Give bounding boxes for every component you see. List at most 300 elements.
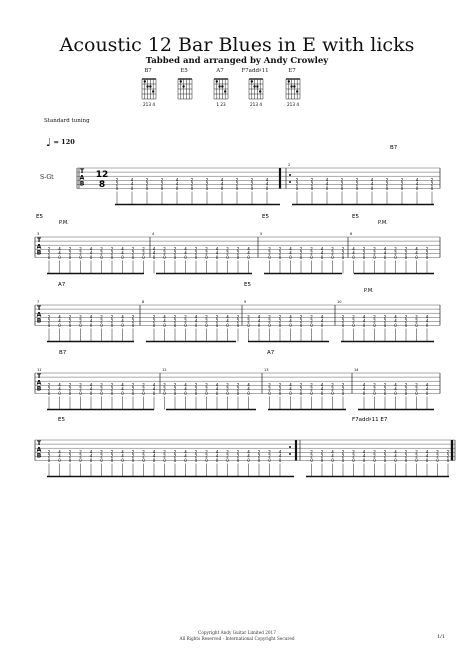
fret-number: 4 <box>425 318 429 324</box>
fret-number: 4 <box>383 246 387 252</box>
fret-number: 2 <box>236 246 240 252</box>
fret-number: 0 <box>47 322 51 328</box>
fret-number: 4 <box>58 382 61 388</box>
fret-number: 2 <box>341 386 345 392</box>
fret-number: 2 <box>194 250 198 256</box>
fret-number: 0 <box>100 390 103 396</box>
fret-number: 0 <box>236 322 240 328</box>
fret-number: 2 <box>430 181 434 187</box>
fret-number: 4 <box>320 246 324 252</box>
fret-number: 0 <box>142 254 145 260</box>
fret-number: 0 <box>173 457 177 463</box>
fret-number: 4 <box>415 250 418 256</box>
fret-number: 0 <box>190 185 194 191</box>
fret-number: 4 <box>257 314 261 320</box>
fret-number: 2 <box>226 246 229 252</box>
fret-number: 2 <box>404 318 408 324</box>
fret-number: 4 <box>265 177 269 183</box>
fret-number: 4 <box>215 250 219 256</box>
fret-number: 2 <box>226 386 229 392</box>
fret-number: 0 <box>145 185 149 191</box>
fret-number: 0 <box>265 185 269 191</box>
fret-number: 4 <box>226 314 229 320</box>
fret-number: 2 <box>331 382 334 388</box>
fret-number: 4 <box>184 250 187 256</box>
fret-number: 4 <box>58 386 61 392</box>
fret-number: 4 <box>220 177 224 183</box>
fret-number: 0 <box>394 322 397 328</box>
fret-number: 0 <box>173 254 177 260</box>
fret-number: 2 <box>430 177 434 183</box>
fret-number: 4 <box>320 386 324 392</box>
fret-number: 4 <box>215 382 219 388</box>
fret-number: 4 <box>394 314 397 320</box>
fret-number: 0 <box>205 457 208 463</box>
fret-number: 2 <box>226 449 229 455</box>
time-signature-bottom: 8 <box>98 180 106 190</box>
fret-number: 0 <box>404 254 408 260</box>
fret-number: 2 <box>295 177 299 183</box>
fret-number: 4 <box>289 246 292 252</box>
fret-number: 0 <box>289 254 292 260</box>
fret-number: 4 <box>247 382 250 388</box>
fret-number: 4 <box>362 318 366 324</box>
fret-number: 4 <box>89 382 93 388</box>
fret-number: 4 <box>121 314 124 320</box>
fret-number: 0 <box>415 185 419 191</box>
fret-number: 0 <box>58 390 61 396</box>
fret-number: 0 <box>370 185 374 191</box>
fret-number: 0 <box>425 254 429 260</box>
fret-number: 4 <box>215 453 219 459</box>
fret-number: 4 <box>89 386 93 392</box>
time-signature-top: 12 <box>95 170 109 180</box>
fret-number: 4 <box>362 314 366 320</box>
fret-number: 0 <box>215 390 219 396</box>
fret-number: 0 <box>215 322 219 328</box>
fret-number: 2 <box>131 314 135 320</box>
fret-number: 2 <box>278 314 282 320</box>
fret-number: 0 <box>226 322 229 328</box>
chord-symbol: E5 <box>262 214 269 220</box>
fret-number: 2 <box>236 386 240 392</box>
fret-number: 0 <box>173 322 177 328</box>
fret-number: 4 <box>121 318 124 324</box>
fret-number: 4 <box>415 177 419 183</box>
fret-number: 2 <box>173 246 177 252</box>
fret-number: 4 <box>163 318 166 324</box>
svg-text:213 4: 213 4 <box>250 102 262 107</box>
fret-number: 2 <box>163 386 166 392</box>
fret-number: 2 <box>47 386 51 392</box>
fret-number: 0 <box>235 185 239 191</box>
chord-symbol: E5 <box>244 282 251 288</box>
fret-number: 2 <box>436 449 439 455</box>
fret-number: 4 <box>289 314 292 320</box>
tab-clef-letter: A <box>36 243 42 251</box>
measure-number: 10 <box>337 300 342 304</box>
fret-number: 2 <box>310 318 313 324</box>
fret-number: 2 <box>268 449 271 455</box>
chord-symbol: A7 <box>58 282 66 288</box>
fret-number: 2 <box>404 449 408 455</box>
fret-number: 2 <box>415 318 418 324</box>
fret-number: 0 <box>79 390 82 396</box>
fret-number: 0 <box>215 457 219 463</box>
measure-number: 14 <box>354 368 359 372</box>
fret-number: 4 <box>121 246 124 252</box>
fret-number: 2 <box>110 382 114 388</box>
fret-number: 0 <box>385 185 389 191</box>
fret-number: 0 <box>299 254 303 260</box>
fret-number: 2 <box>373 453 376 459</box>
fret-number: 2 <box>310 177 314 183</box>
fret-number: 2 <box>236 318 240 324</box>
fret-number: 2 <box>142 382 145 388</box>
fret-number: 4 <box>394 453 397 459</box>
fret-number: 0 <box>278 390 282 396</box>
fret-number: 2 <box>110 250 114 256</box>
fret-number: 0 <box>400 185 404 191</box>
fret-number: 0 <box>404 322 408 328</box>
fret-number: 2 <box>299 318 303 324</box>
fret-number: 2 <box>110 318 114 324</box>
fret-number: 2 <box>362 246 366 252</box>
fret-number: 2 <box>247 318 250 324</box>
fret-number: 2 <box>383 318 387 324</box>
fret-number: 0 <box>278 457 282 463</box>
fret-number: 0 <box>194 390 198 396</box>
fret-number: 2 <box>415 449 418 455</box>
fret-number: 2 <box>394 246 397 252</box>
fret-number: 0 <box>247 457 250 463</box>
fret-number: 4 <box>184 453 187 459</box>
fret-number: 2 <box>373 314 376 320</box>
fret-number: 2 <box>320 449 324 455</box>
fret-number: 2 <box>47 246 51 252</box>
fret-number: 2 <box>383 382 387 388</box>
fret-number: 0 <box>436 457 439 463</box>
fret-number: 2 <box>268 382 271 388</box>
fret-number: 4 <box>394 382 397 388</box>
repeat-dot <box>289 181 291 183</box>
fret-number: 0 <box>184 322 187 328</box>
fret-number: 2 <box>341 246 345 252</box>
fret-number: 0 <box>89 254 93 260</box>
fret-number: 0 <box>383 390 387 396</box>
fret-number: 0 <box>68 390 72 396</box>
fret-number: 0 <box>415 322 418 328</box>
fret-number: 0 <box>373 254 376 260</box>
fret-number: 2 <box>194 453 198 459</box>
fret-number: 4 <box>152 250 156 256</box>
fret-number: 2 <box>194 449 198 455</box>
fret-number: 0 <box>404 390 408 396</box>
fret-number: 2 <box>310 181 314 187</box>
fret-number: 2 <box>425 246 429 252</box>
fret-number: 2 <box>436 453 439 459</box>
fret-number: 2 <box>310 314 313 320</box>
fret-number: 2 <box>131 386 135 392</box>
fret-number: 2 <box>400 181 404 187</box>
fret-number: 0 <box>250 185 254 191</box>
fret-number: 0 <box>331 457 334 463</box>
chord-symbol: A7 <box>267 350 275 356</box>
tab-clef-letter: B <box>36 317 42 325</box>
fret-number: 0 <box>115 185 119 191</box>
fret-number: 4 <box>278 453 282 459</box>
fret-number: 4 <box>425 382 429 388</box>
fret-number: 4 <box>121 250 124 256</box>
fret-number: 2 <box>310 449 313 455</box>
fret-number: 0 <box>100 322 103 328</box>
fret-number: 2 <box>235 177 239 183</box>
fret-number: 2 <box>160 177 164 183</box>
fret-number: 4 <box>89 314 93 320</box>
fret-number: 4 <box>58 453 61 459</box>
fret-number: 4 <box>289 386 292 392</box>
repeat-dot <box>289 174 291 176</box>
fret-number: 2 <box>115 177 119 183</box>
fret-number: 2 <box>299 246 303 252</box>
fret-number: 0 <box>226 254 229 260</box>
fret-number: 2 <box>68 453 72 459</box>
fret-number: 2 <box>226 250 229 256</box>
fret-number: 0 <box>152 457 156 463</box>
fret-number: 0 <box>268 322 271 328</box>
fret-number: 4 <box>121 386 124 392</box>
fret-number: 2 <box>163 382 166 388</box>
fret-number: 2 <box>79 386 82 392</box>
tab-clef-letter: B <box>36 452 42 460</box>
fret-number: 2 <box>268 386 271 392</box>
fret-number: 2 <box>331 386 334 392</box>
fret-number: 4 <box>89 449 93 455</box>
fret-number: 4 <box>58 250 61 256</box>
fret-number: 2 <box>142 386 145 392</box>
fret-number: 4 <box>121 453 124 459</box>
fret-number: 2 <box>131 449 135 455</box>
fret-number: 4 <box>425 314 429 320</box>
fret-number: 0 <box>320 322 324 328</box>
fret-number: 4 <box>425 449 429 455</box>
fret-number: 2 <box>205 449 208 455</box>
fret-number: 0 <box>89 390 93 396</box>
fret-number: 2 <box>79 314 82 320</box>
fret-number: 4 <box>362 382 366 388</box>
fret-number: 2 <box>173 382 177 388</box>
fret-number: 2 <box>145 177 149 183</box>
fret-number: 0 <box>163 254 166 260</box>
palm-mute-mark: P.M. <box>378 220 388 226</box>
fret-number: 2 <box>163 453 166 459</box>
fret-number: 0 <box>341 390 345 396</box>
fret-number: 2 <box>404 453 408 459</box>
fret-number: 2 <box>310 453 313 459</box>
fret-number: 4 <box>352 246 355 252</box>
fret-number: 0 <box>415 457 418 463</box>
fret-number: 2 <box>173 250 177 256</box>
fret-number: 4 <box>58 449 61 455</box>
fret-number: 4 <box>370 177 374 183</box>
fret-number: 0 <box>278 254 282 260</box>
song-title: Acoustic 12 Bar Blues in E with licks <box>59 34 415 56</box>
fret-number: 4 <box>247 449 250 455</box>
fret-number: 4 <box>425 453 429 459</box>
fret-number: 2 <box>415 386 418 392</box>
fret-number: 2 <box>173 314 177 320</box>
fret-number: 2 <box>236 382 240 388</box>
fret-number: 2 <box>310 246 313 252</box>
fret-number: 2 <box>247 314 250 320</box>
fret-number: 0 <box>163 390 166 396</box>
fret-number: 0 <box>184 254 187 260</box>
tab-clef-letter: T <box>36 440 42 447</box>
fret-number: 0 <box>205 185 209 191</box>
fret-number: 0 <box>362 254 366 260</box>
fret-number: 4 <box>184 246 187 252</box>
fret-number: 0 <box>341 457 345 463</box>
fret-number: 2 <box>278 318 282 324</box>
fret-number: 0 <box>341 254 345 260</box>
fret-number: 2 <box>152 314 156 320</box>
tuning-label: Standard tuning <box>44 118 90 124</box>
fret-number: 0 <box>215 254 219 260</box>
fret-number: 4 <box>362 386 366 392</box>
fret-number: 2 <box>226 382 229 388</box>
page-number: 1/1 <box>437 634 446 640</box>
fret-number: 0 <box>89 322 93 328</box>
fret-number: 2 <box>205 386 208 392</box>
fret-number: 4 <box>58 246 61 252</box>
fret-number: 4 <box>247 453 250 459</box>
measure-number: 6 <box>350 232 353 236</box>
fret-number: 2 <box>352 449 355 455</box>
fret-number: 2 <box>373 449 376 455</box>
fret-number: 0 <box>352 457 355 463</box>
fret-number: 2 <box>383 449 387 455</box>
fret-number: 4 <box>215 449 219 455</box>
fret-number: 2 <box>194 246 198 252</box>
fret-number: 0 <box>373 322 376 328</box>
fret-number: 0 <box>68 457 72 463</box>
fret-number: 2 <box>236 314 240 320</box>
fret-number: 2 <box>79 382 82 388</box>
fret-number: 4 <box>247 250 250 256</box>
fret-number: 0 <box>220 185 224 191</box>
chord-diagram-name: E5 <box>180 68 188 74</box>
fret-number: 2 <box>68 250 72 256</box>
fret-number: 0 <box>257 457 261 463</box>
fret-number: 4 <box>163 314 166 320</box>
fret-number: 0 <box>320 390 324 396</box>
fret-number: 2 <box>131 246 135 252</box>
fret-number: 2 <box>142 449 145 455</box>
tab-clef-letter: B <box>79 180 85 188</box>
fret-number: 0 <box>236 390 240 396</box>
fret-number: 2 <box>404 250 408 256</box>
fret-number: 0 <box>236 254 240 260</box>
fret-number: 2 <box>278 246 282 252</box>
fret-number: 4 <box>289 250 292 256</box>
chord-symbol: E5 <box>352 214 359 220</box>
tab-clef-letter: T <box>79 168 85 175</box>
fret-number: 4 <box>121 449 124 455</box>
measure-number: 12 <box>162 368 167 372</box>
tempo-value: = 120 <box>53 138 75 146</box>
fret-number: 0 <box>152 254 156 260</box>
fret-number: 2 <box>310 250 313 256</box>
fret-number: 2 <box>236 449 240 455</box>
fret-number: 4 <box>220 181 224 187</box>
fret-number: 0 <box>47 390 51 396</box>
fret-number: 0 <box>205 322 208 328</box>
fret-number: 0 <box>340 185 344 191</box>
fret-number: 4 <box>184 449 187 455</box>
fret-number: 2 <box>341 453 345 459</box>
fret-number: 0 <box>160 185 164 191</box>
fret-number: 2 <box>110 246 114 252</box>
fret-number: 2 <box>68 246 72 252</box>
fret-number: 0 <box>268 390 271 396</box>
fret-number: 2 <box>131 250 135 256</box>
fret-number: 0 <box>299 322 303 328</box>
fret-number: 0 <box>205 390 208 396</box>
fret-number: 2 <box>400 177 404 183</box>
fret-number: 2 <box>205 382 208 388</box>
fret-number: 2 <box>47 453 51 459</box>
fret-number: 2 <box>352 314 355 320</box>
measure-number: 2 <box>288 163 291 167</box>
fret-number: 2 <box>331 246 334 252</box>
fret-number: 2 <box>100 318 103 324</box>
fret-number: 4 <box>194 318 198 324</box>
fret-number: 4 <box>370 181 374 187</box>
fret-number: 2 <box>47 250 51 256</box>
fret-number: 2 <box>310 386 313 392</box>
fret-number: 0 <box>383 254 387 260</box>
fret-number: 2 <box>160 181 164 187</box>
fret-number: 2 <box>383 314 387 320</box>
fret-number: 2 <box>373 250 376 256</box>
fret-number: 0 <box>310 390 313 396</box>
fret-number: 4 <box>320 318 324 324</box>
fret-number: 0 <box>383 322 387 328</box>
fret-number: 0 <box>425 390 429 396</box>
fret-number: 0 <box>130 185 134 191</box>
palm-mute-mark: P.M. <box>59 220 69 226</box>
fret-number: 2 <box>355 181 359 187</box>
fret-number: 0 <box>58 457 61 463</box>
fret-number: 0 <box>299 390 303 396</box>
fret-number: 2 <box>250 177 254 183</box>
track-name: S-Gt <box>40 174 54 181</box>
fret-number: 2 <box>278 382 282 388</box>
fret-number: 0 <box>289 322 292 328</box>
chord-symbol: F7add♯11 E7 <box>352 417 388 423</box>
fret-number: 2 <box>100 250 103 256</box>
measure-number: 4 <box>152 232 155 236</box>
fret-number: 4 <box>325 181 329 187</box>
fret-number: 0 <box>110 322 114 328</box>
fret-number: 0 <box>152 390 156 396</box>
fret-number: 0 <box>47 457 51 463</box>
fret-number: 2 <box>299 386 303 392</box>
fret-number: 4 <box>152 386 156 392</box>
fret-number: 2 <box>115 181 119 187</box>
fret-number: 0 <box>415 390 418 396</box>
fret-number: 2 <box>68 382 72 388</box>
